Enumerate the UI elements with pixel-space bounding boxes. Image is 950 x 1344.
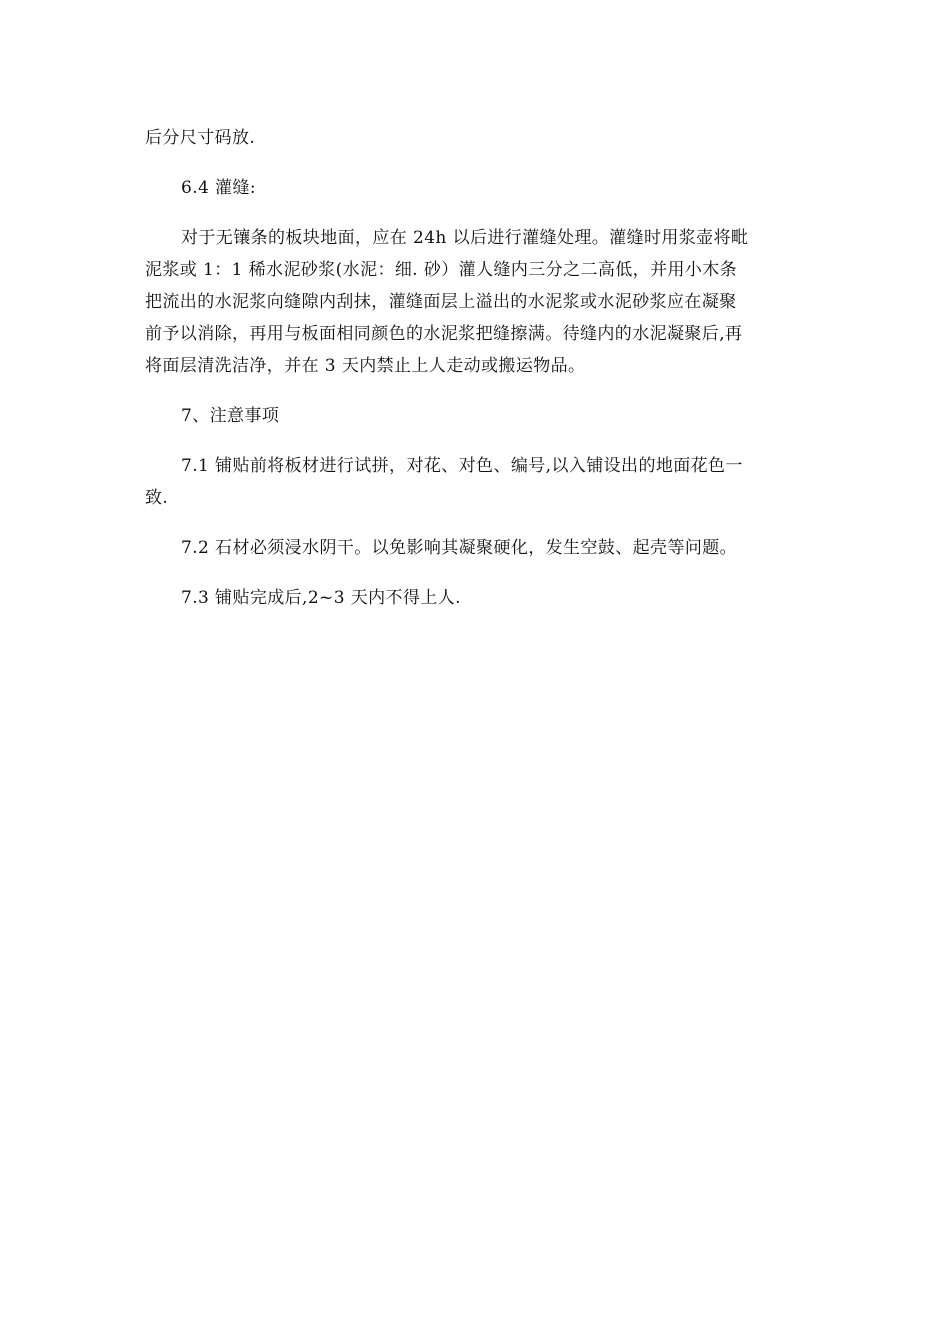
- text-line: 前予以消除，再用与板面相同颜色的水泥浆把缝擦满。待缝内的水泥凝聚后,再: [145, 324, 743, 344]
- paragraph-grouting: [145, 222, 813, 382]
- text-line: 7.2 石材必须浸水阴干。以免影响其凝聚硬化，发生空鼓、起壳等问题。: [181, 538, 738, 558]
- text-line: 7.1 铺贴前将板材进行试拼，对花、对色、编号,以入铺设出的地面花色一: [181, 456, 743, 476]
- text-line: 后分尺寸码放.: [145, 128, 256, 148]
- text-line: 7.3 铺贴完成后,2~3 天内不得上人.: [181, 588, 461, 608]
- section-heading-7: [145, 400, 813, 432]
- paragraph-continuation: [145, 122, 813, 154]
- text-line: 泥浆或 1：1 稀水泥砂浆(水泥：细. 砂）灌人缝内三分之二高低，并用小木条: [145, 260, 738, 280]
- text-line: 将面层清洗洁净，并在 3 天内禁止上人走动或搬运物品。: [145, 356, 586, 376]
- paragraph-note-7-1: [145, 450, 813, 514]
- paragraph-note-7-2: [145, 532, 813, 564]
- text-line: 把流出的水泥浆向缝隙内刮抹，灌缝面层上溢出的水泥浆或水泥砂浆应在凝聚: [145, 292, 737, 312]
- text-line: 6.4 灌缝:: [181, 178, 256, 198]
- paragraph-note-7-3: [145, 582, 813, 614]
- section-heading-6-4: [145, 172, 813, 204]
- text-line: 对于无镶条的板块地面，应在 24h 以后进行灌缝处理。灌缝时用浆壶将毗: [181, 228, 749, 248]
- document-body: [145, 122, 813, 632]
- text-line: 7、注意事项: [181, 406, 280, 426]
- text-line: 致.: [145, 488, 169, 508]
